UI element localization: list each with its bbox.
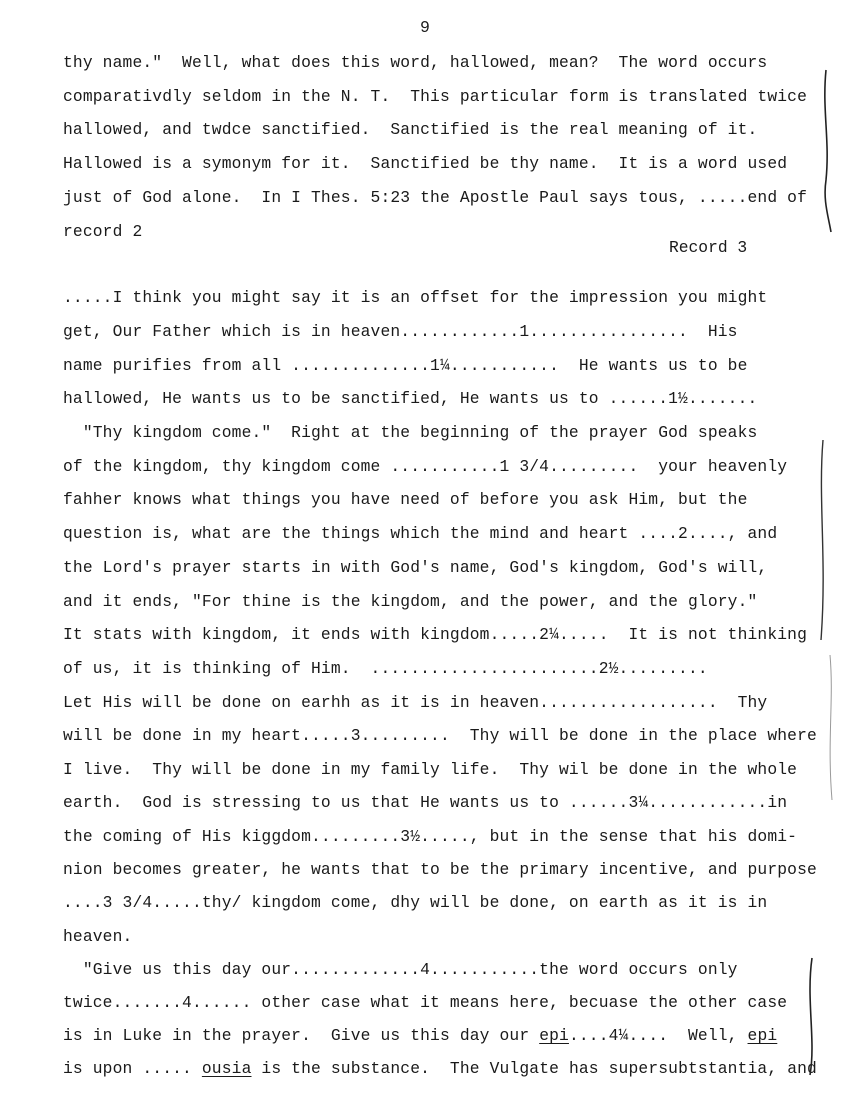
text-line-7: .....I think you might say it is an offset for the impression you might xyxy=(63,288,768,307)
text-line-2: comparativdly seldom in the N. T. This particular form is translated twice xyxy=(63,87,808,106)
margin-bracket-2 xyxy=(821,440,823,640)
text-line-14: question is, what are the things which the mind and heart ....2...., and xyxy=(63,524,778,543)
text-line-21: I live. Thy will be done in my family life. Thy wil be done in the whole xyxy=(63,760,798,779)
text-line-11: "Thy kingdom come." Right at the beginning of the prayer God speaks xyxy=(63,423,758,442)
text-line-4: Hallowed is a symonym for it. Sanctified be thy name. It is a word used xyxy=(63,154,788,173)
text-line-19: Let His will be done on earhh as it is in heaven.................. Thy xyxy=(63,693,768,712)
text-line-18: of us, it is thinking of Him. .......................2½......... xyxy=(63,659,708,678)
text-line-9: name purifies from all ..............1¼........... He wants us to be xyxy=(63,356,748,375)
text-line-16: and it ends, "For thine is the kingdom, and the power, and the glory." xyxy=(63,592,758,611)
text-line-17: It stats with kingdom, it ends with kingdom.....2¼..... It is not thinking xyxy=(63,625,808,644)
underlined-word-epi: epi xyxy=(539,1026,569,1045)
text-line-28: twice.......4...... other case what it means here, becuase the other case xyxy=(63,993,788,1012)
text-line-3: hallowed, and twdce sanctified. Sanctified is the real meaning of it. xyxy=(63,120,758,139)
margin-bracket-1 xyxy=(825,70,831,232)
text-line-22: earth. God is stressing to us that He wants us to ......3¼............in xyxy=(63,793,788,812)
text-line-10: hallowed, He wants us to be sanctified, He wants us to ......1½....... xyxy=(63,389,758,408)
text-line-24: nion becomes greater, he wants that to be the primary incentive, and purpose xyxy=(63,860,817,879)
text-line-26: heaven. xyxy=(63,927,133,946)
text-line-6: record 2 xyxy=(63,222,143,241)
margin-bracket-4 xyxy=(810,958,812,1075)
text-line-20: will be done in my heart.....3......... Thy will be done in the place where xyxy=(63,726,817,745)
text-line-15: the Lord's prayer starts in with God's name, God's kingdom, God's will, xyxy=(63,558,768,577)
text-line-30-start: is upon ..... xyxy=(63,1059,202,1078)
text-line-25: ....3 3/4.....thy/ kingdom come, dhy will be done, on earth as it is in xyxy=(63,893,768,912)
text-line-30-end: is the substance. The Vulgate has supersubtstantia, and xyxy=(251,1059,817,1078)
text-line-8: get, Our Father which is in heaven............1................ His xyxy=(63,322,738,341)
underlined-word-ousia: ousia xyxy=(201,1059,252,1078)
text-line-13: fahher knows what things you have need of before you ask Him, but the xyxy=(63,490,748,509)
text-line-29-start: is in Luke in the prayer. Give us this day our xyxy=(63,1026,540,1045)
margin-bracket-3 xyxy=(830,655,832,800)
text-line-29-end: ....4¼.... Well, xyxy=(568,1026,748,1045)
underlined-word-epi-second: epi xyxy=(747,1026,778,1045)
text-line-1: thy name." Well, what does this word, hallowed, mean? The word occurs xyxy=(63,53,768,72)
text-line-12: of the kingdom, thy kingdom come ...........1 3/4......... your heavenly xyxy=(63,457,788,476)
text-line-5: just of God alone. In I Thes. 5:23 the Apostle Paul says tous, .....end of xyxy=(63,188,808,207)
page-number: 9 xyxy=(420,18,430,37)
text-line-23: the coming of His kiggdom.........3½....., but in the sense that his domi- xyxy=(63,827,798,846)
record-label: Record 3 xyxy=(669,238,748,257)
text-line-27: "Give us this day our.............4...........the word occurs only xyxy=(63,960,738,979)
